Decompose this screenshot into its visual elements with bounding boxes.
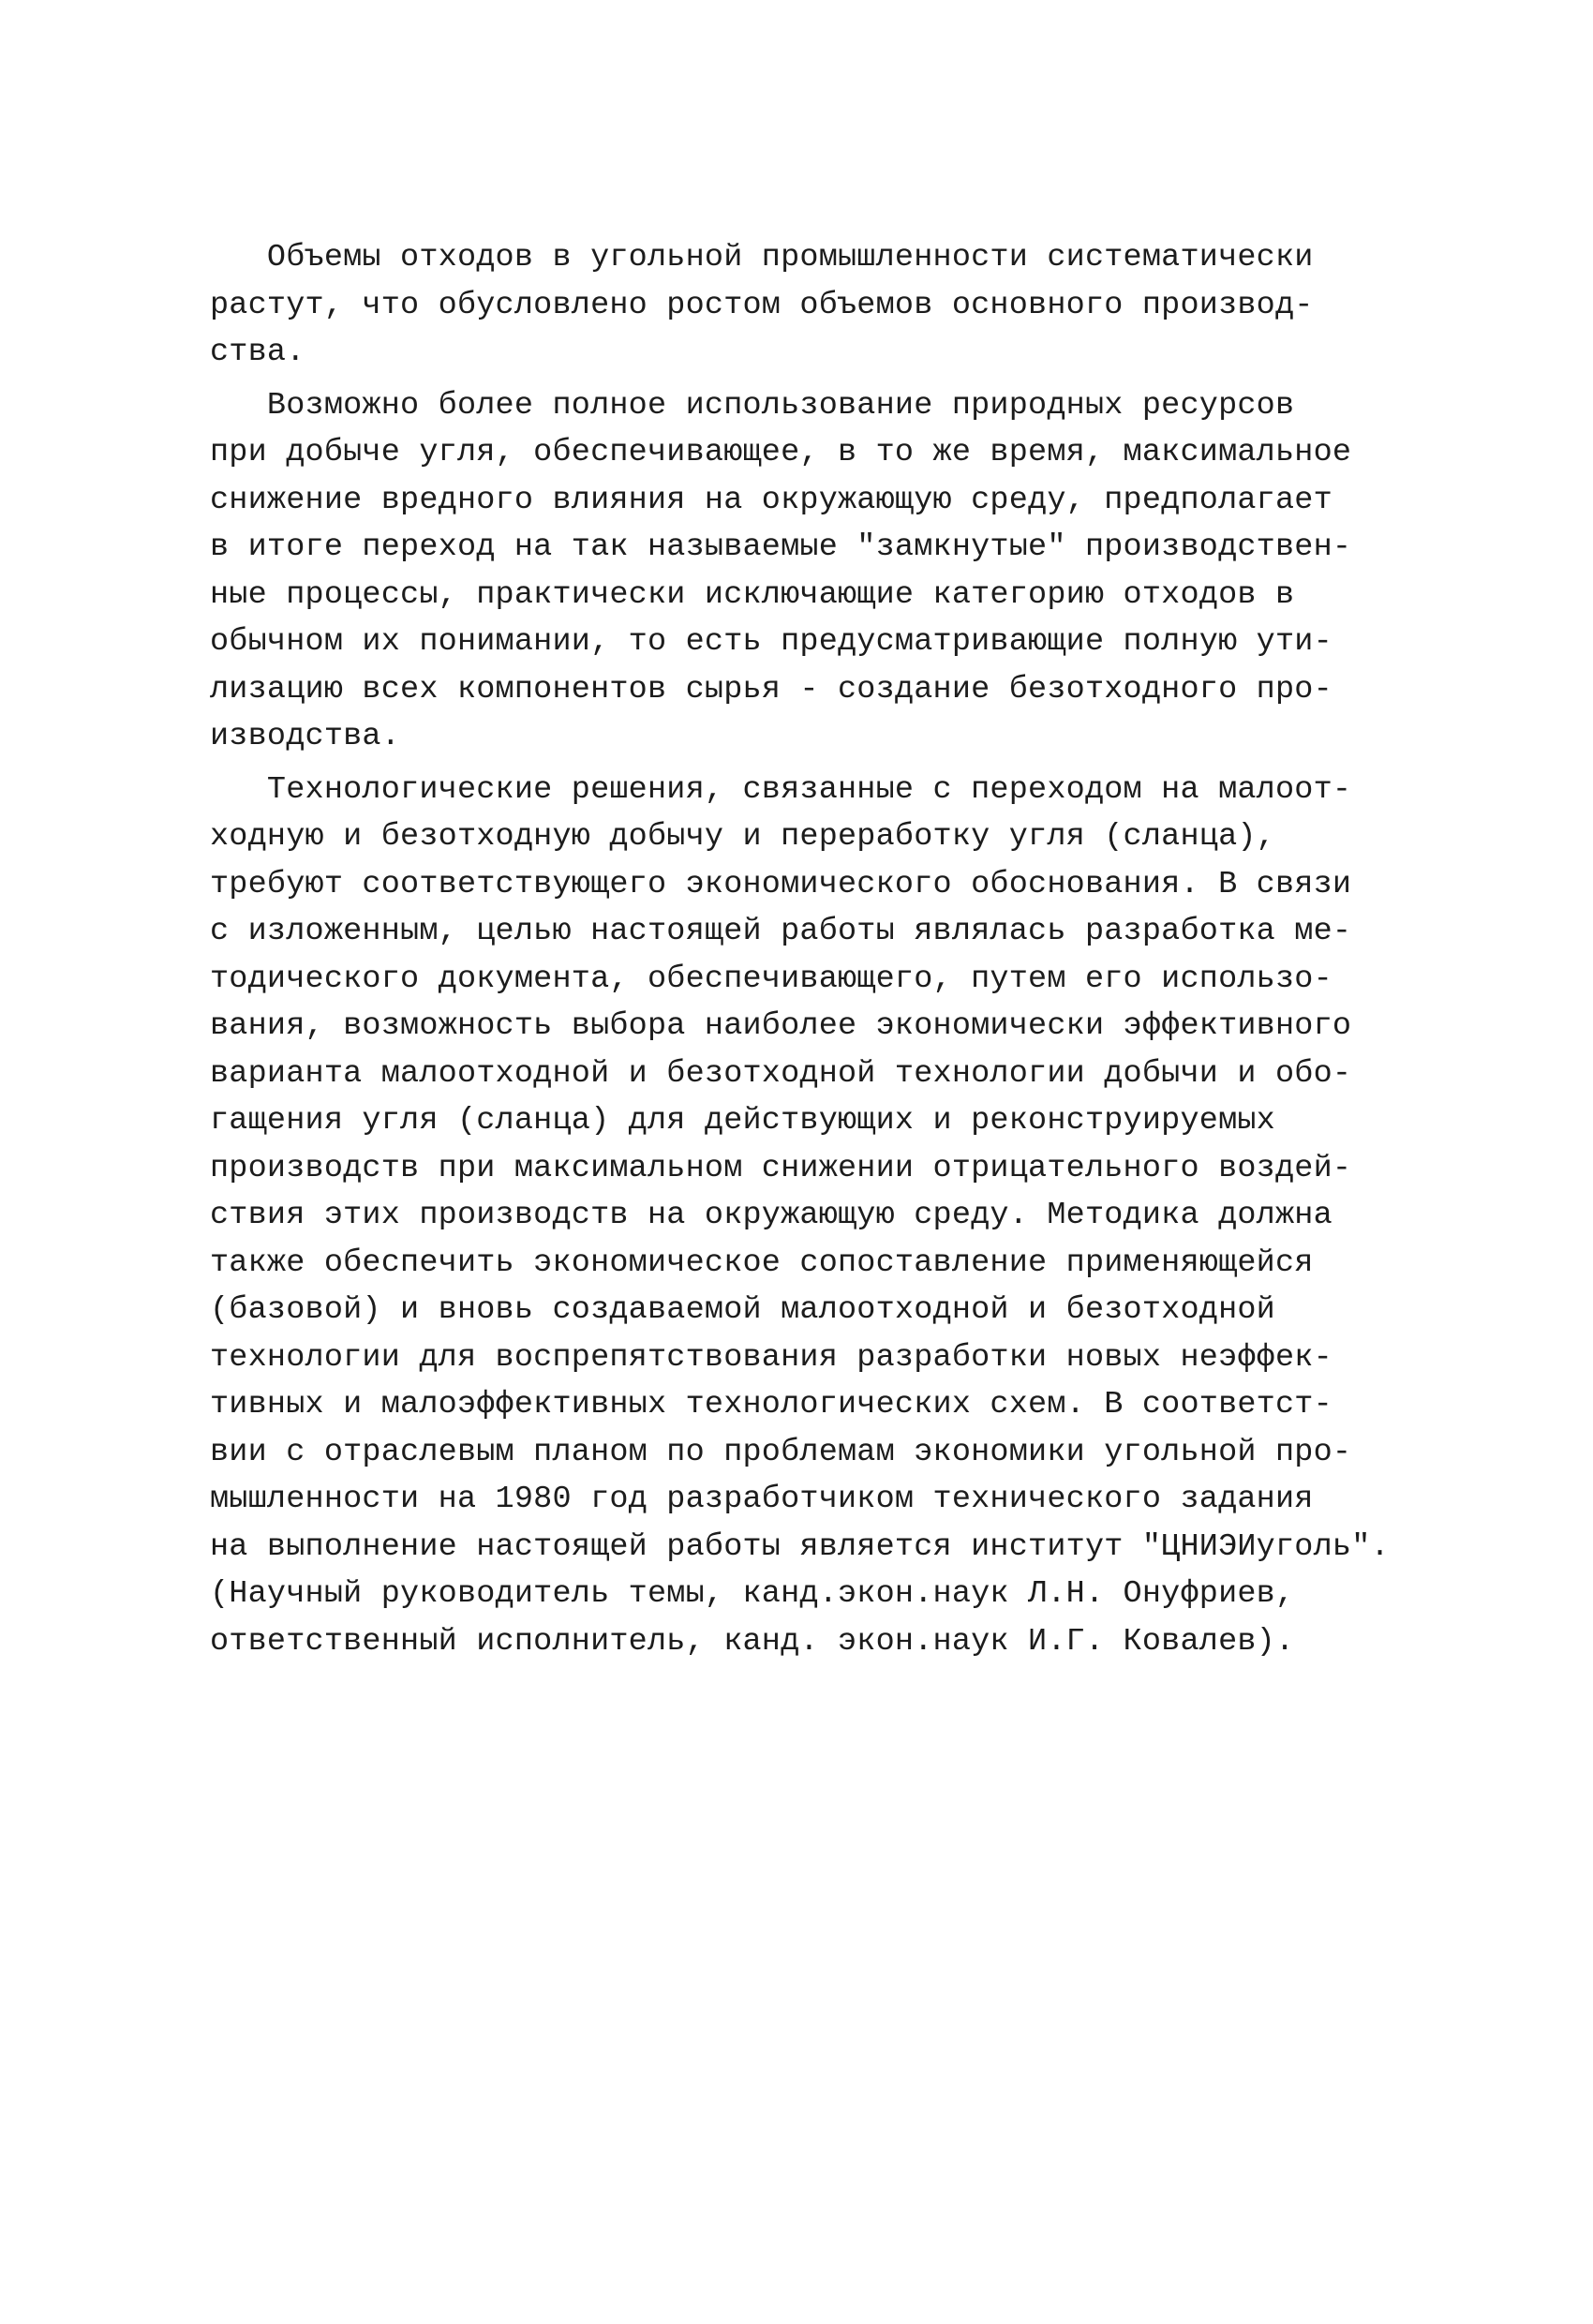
text-line: ства.: [210, 335, 305, 370]
text-line: требуют соответствующего экономического обоснования. В связи: [210, 866, 1352, 902]
text-line: растут, что обусловлено ростом объемов основного производ-: [210, 287, 1314, 323]
paragraph-waste-volumes: [210, 234, 1466, 377]
text-line: варианта малоотходной и безотходной технологии добычи и обо-: [210, 1055, 1352, 1092]
text-line: Объемы отходов в угольной промышленности систематически: [210, 240, 1314, 276]
text-line: производств при максимальном снижении отрицательного воздей-: [210, 1150, 1352, 1186]
text-line: ходную и безотходную добычу и переработку угля (сланца),: [210, 819, 1275, 855]
text-line: лизацию всех компонентов сырья - создание безотходного про-: [210, 671, 1332, 708]
paragraph-technological-solutions: [210, 767, 1466, 1666]
text-line: тодического документа, обеспечивающего, путем его использо-: [210, 961, 1332, 997]
text-line: Возможно более полное использование природных ресурсов: [210, 387, 1295, 424]
text-line: (базовой) и вновь создаваемой малоотходной и безотходной: [210, 1292, 1275, 1328]
text-line: снижение вредного влияния на окружающую среду, предполагает: [210, 482, 1332, 518]
body-text: [210, 234, 1466, 1665]
text-line: тивных и малоэффективных технологических схем. В соответст-: [210, 1387, 1332, 1423]
text-line: в итоге переход на так называемые "замкнутые" производствен-: [210, 529, 1352, 565]
text-line: на выполнение настоящей работы является институт "ЦНИЭИуголь".: [210, 1528, 1390, 1565]
text-line: ответственный исполнитель, канд. экон.наук И.Г. Ковалев).: [210, 1623, 1295, 1660]
text-line: (Научный руководитель темы, канд.экон.наук Л.Н. Онуфриев,: [210, 1576, 1295, 1612]
text-line: мышленности на 1980 год разработчиком технического задания: [210, 1482, 1314, 1517]
text-line: с изложенным, целью настоящей работы являлась разработка ме-: [210, 914, 1352, 949]
text-line: обычном их понимании, то есть предусматривающие полную ути-: [210, 624, 1332, 660]
text-line: при добыче угля, обеспечивающее, в то же время, максимальное: [210, 435, 1352, 470]
text-line: технологии для воспрепятствования разработки новых неэффек-: [210, 1339, 1332, 1376]
text-line: ные процессы, практически исключающие категорию отходов в: [210, 576, 1295, 613]
text-line: гащения угля (сланца) для действующих и реконструируемых: [210, 1103, 1275, 1139]
text-line: ствия этих производств на окружающую среду. Методика должна: [210, 1198, 1332, 1233]
text-line: также обеспечить экономическое сопоставление применяющейся: [210, 1244, 1314, 1281]
text-line: вии с отраслевым планом по проблемам экономики угольной про-: [210, 1434, 1352, 1470]
text-line: Технологические решения, связанные с переходом на малоот-: [210, 771, 1352, 808]
paragraph-closed-processes: [210, 382, 1466, 761]
text-line: вания, возможность выбора наиболее экономически эффективного: [210, 1008, 1352, 1044]
text-line: изводства.: [210, 719, 401, 754]
